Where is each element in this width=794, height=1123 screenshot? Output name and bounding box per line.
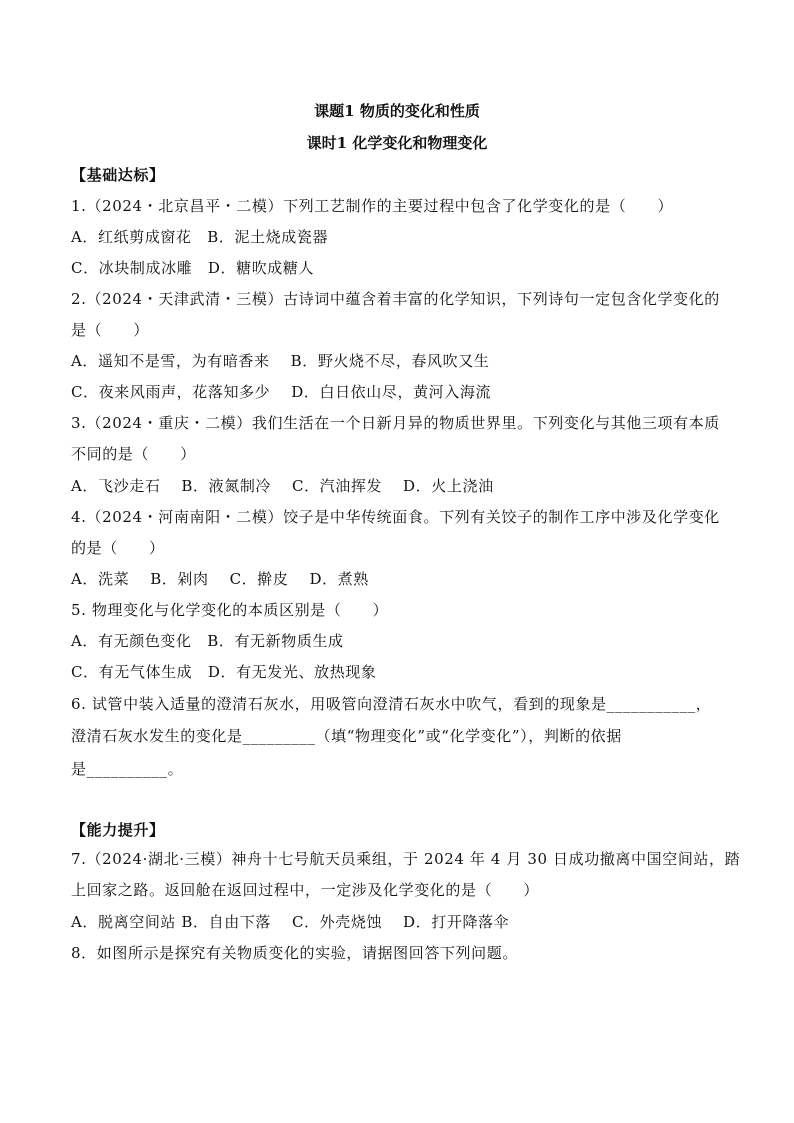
question-2-stem-cont: 是（ ） xyxy=(71,321,150,339)
period-title: 课时1 化学变化和物理变化 xyxy=(306,134,488,152)
section-heading-advanced: 【能力提升】 xyxy=(71,821,165,839)
question-2-options-ab: A．遥知不是雪，为有暗香来 B．野火烧不尽，春风吹又生 xyxy=(71,352,490,370)
question-4-stem-cont: 的是（ ） xyxy=(71,539,165,557)
question-7-stem: 7.（2024·湖北·三模）神舟十七号航天员乘组，于 2024 年 4 月 30 日成功撤离中国空间站，踏 xyxy=(71,850,741,868)
question-4-stem: 4.（2024・河南南阳・二模）饺子是中华传统面食。下列有关饺子的制作工序中涉及化学变化 xyxy=(71,508,720,526)
question-7-options: A．脱离空间站 B．自由下落 C．外壳烧蚀 D．打开降落伞 xyxy=(71,913,510,931)
question-5-stem: 5. 物理变化与化学变化的本质区别是（ ） xyxy=(71,601,389,619)
question-8-stem: 8．如图所示是探究有关物质变化的实验，请据图回答下列问题。 xyxy=(71,944,518,962)
section-heading-basic: 【基础达标】 xyxy=(71,166,165,184)
question-6-line-1: 6. 试管中装入适量的澄清石灰水，用吸管向澄清石灰水中吹气，看到的现象是___________， xyxy=(71,695,712,713)
question-5-options-cd: C．有无气体生成 D．有无发光、放热现象 xyxy=(71,663,377,681)
question-1-options-cd: C．冰块制成冰雕 D．糖吹成糖人 xyxy=(71,259,315,277)
question-6-line-3: 是__________。 xyxy=(71,760,184,778)
question-2-stem: 2.（2024・天津武清・三模）古诗词中蕴含着丰富的化学知识，下列诗句一定包含化学变化的 xyxy=(71,290,720,308)
question-7-stem-cont: 上回家之路。返回舱在返回过程中，一定涉及化学变化的是（ ） xyxy=(71,881,540,899)
lesson-title: 课题1 物质的变化和性质 xyxy=(314,102,480,120)
question-3-stem-cont: 不同的是（ ） xyxy=(71,445,196,463)
question-3-options: A．飞沙走石 B．液氮制冷 C．汽油挥发 D．火上浇油 xyxy=(71,477,494,495)
question-3-stem: 3.（2024・重庆・二模）我们生活在一个日新月异的物质世界里。下列变化与其他三项有本质 xyxy=(71,414,720,432)
question-1-options-ab: A．红纸剪成窗花 B．泥土烧成瓷器 xyxy=(71,228,329,246)
question-4-options: A．洗菜 B．剁肉 C．擀皮 D．煮熟 xyxy=(71,570,369,588)
question-2-options-cd: C．夜来风雨声，花落知多少 D．白日依山尽，黄河入海流 xyxy=(71,383,492,401)
question-6-line-2: 澄清石灰水发生的变化是_________（填“物理变化”或“化学变化”），判断的依据 xyxy=(71,727,622,745)
question-5-options-ab: A．有无颜色变化 B．有无新物质生成 xyxy=(71,632,344,650)
question-1-stem: 1.（2024・北京昌平・二模）下列工艺制作的主要过程中包含了化学变化的是（ ） xyxy=(71,197,674,215)
